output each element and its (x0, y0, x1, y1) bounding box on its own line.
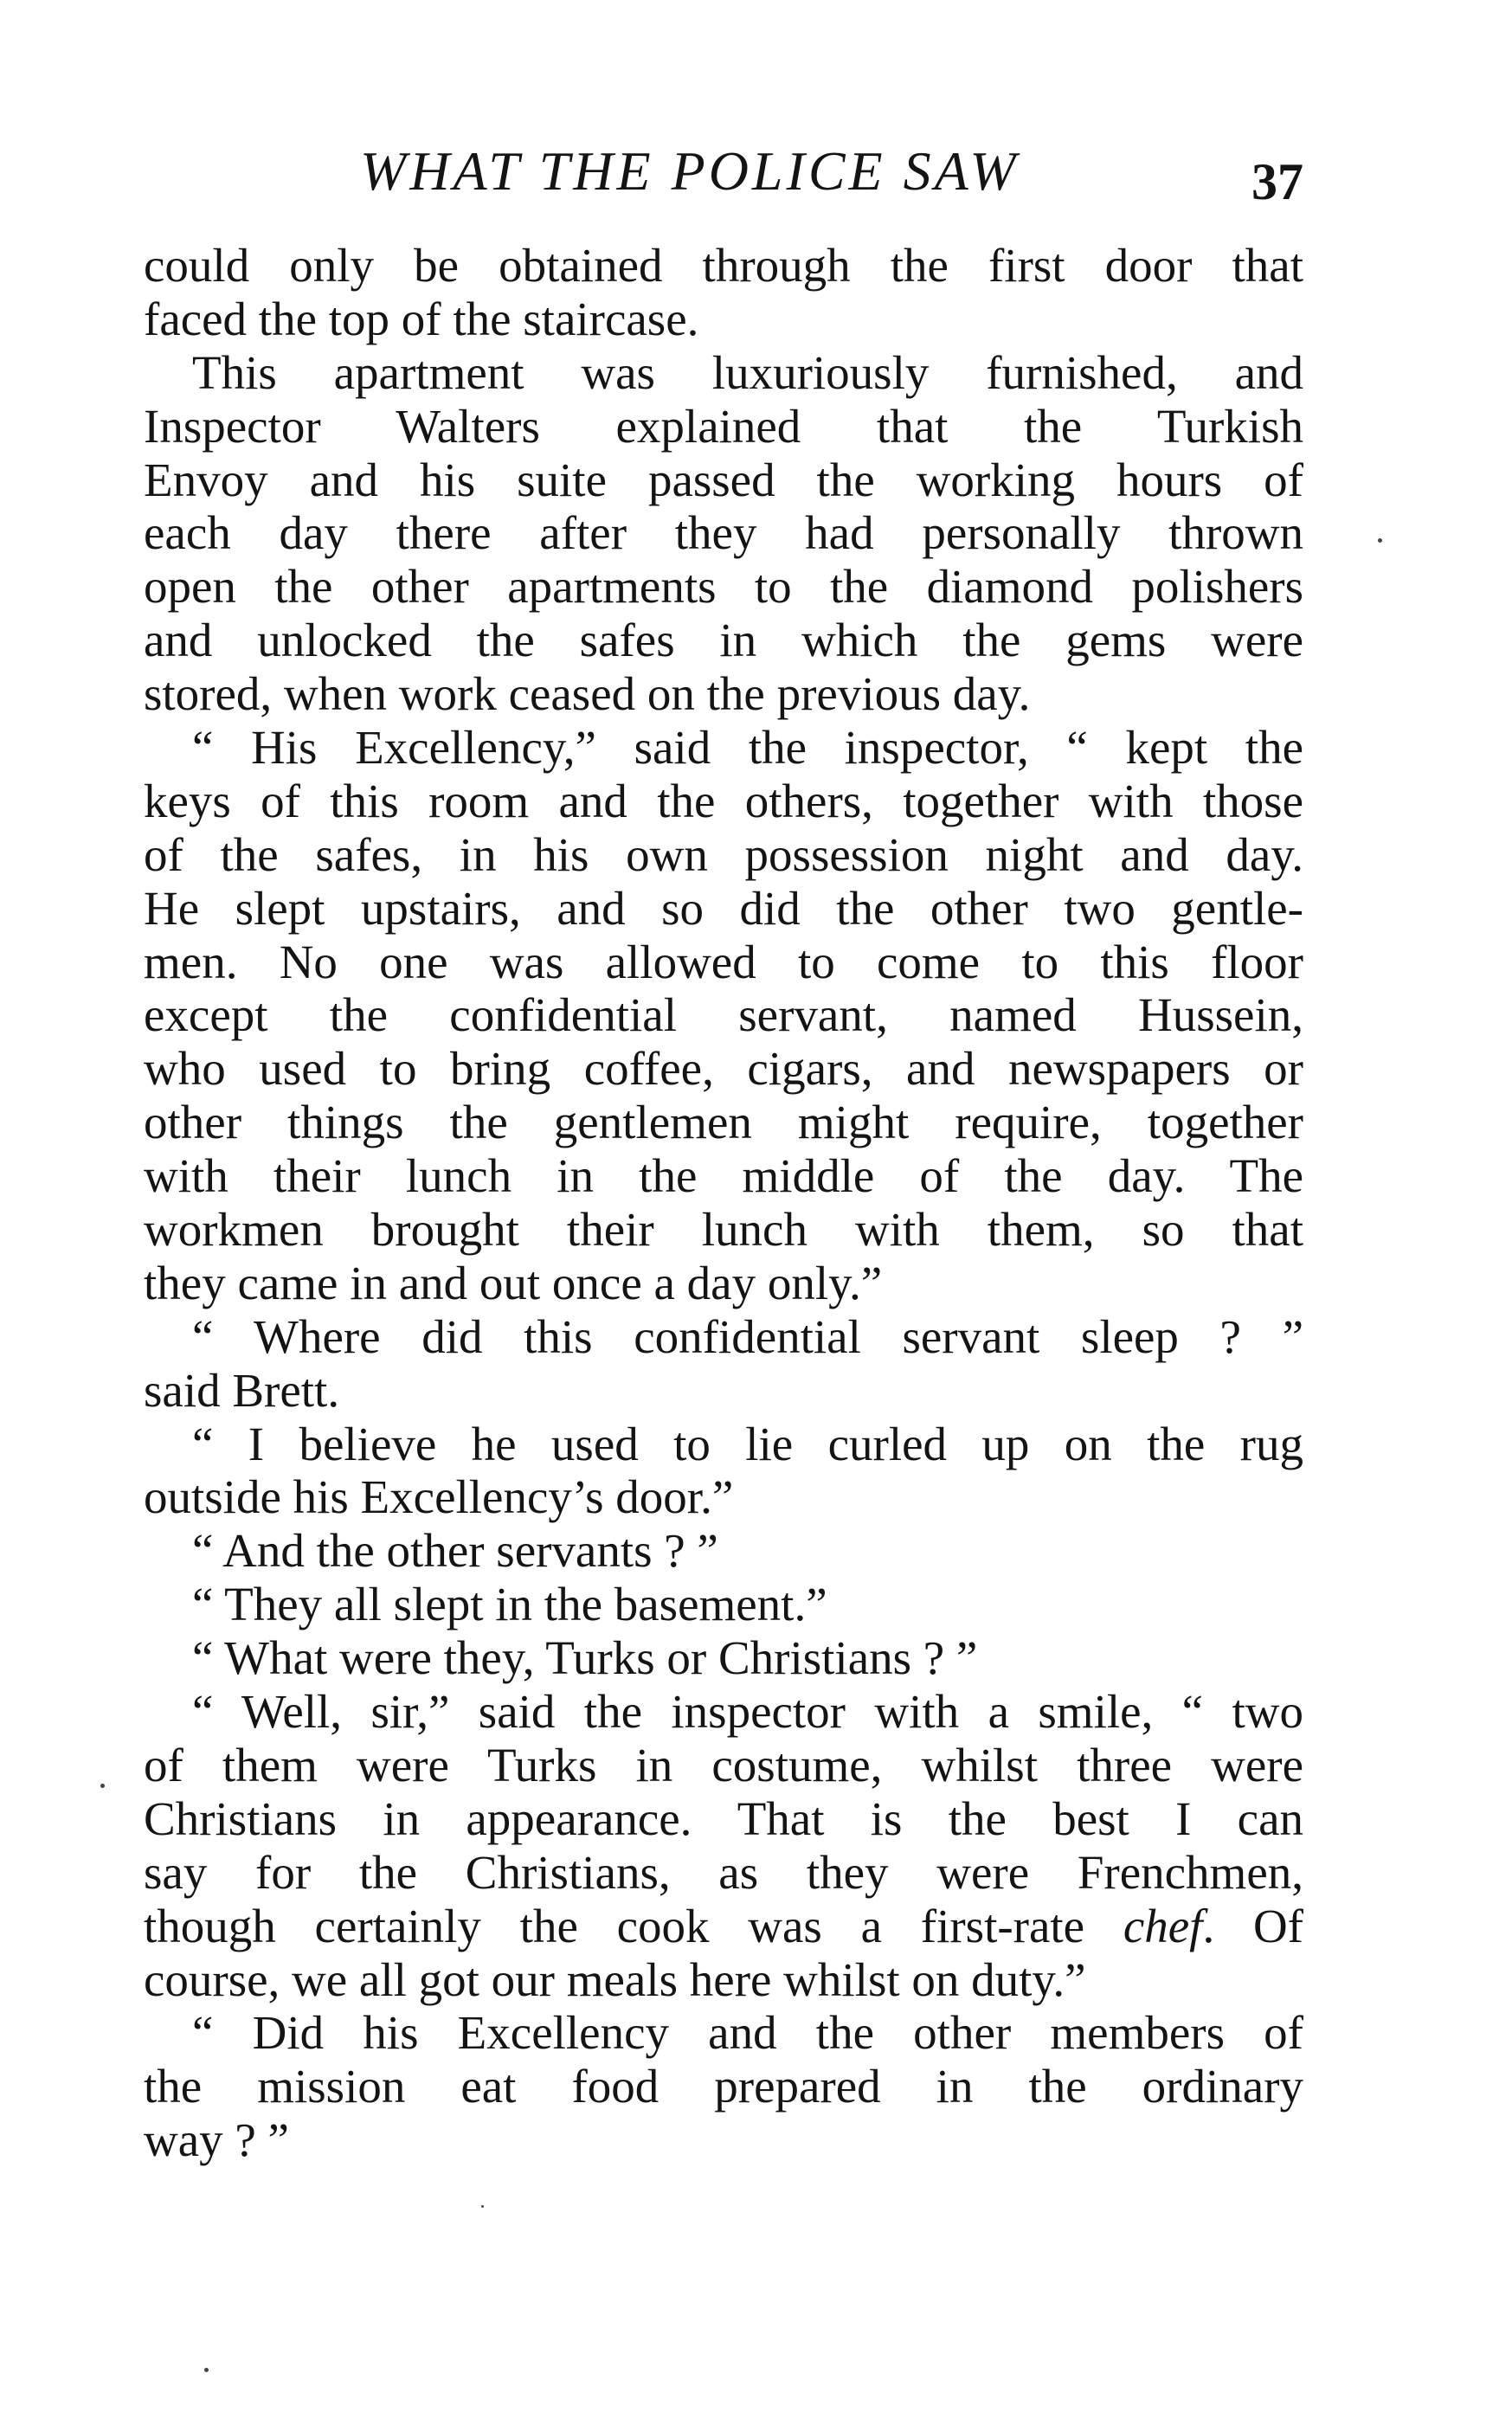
text-line: Christians in appearance. That is the best I can (144, 1791, 1303, 1845)
text-line: and unlocked the safes in which the gems were (144, 614, 1303, 667)
text-line: workmen brought their lunch with them, so that (144, 1203, 1303, 1257)
print-speck (100, 1784, 105, 1788)
text-line: faced the top of the staircase. (144, 292, 699, 345)
text-line: open the other apartments to the diamond polishers (144, 560, 1303, 614)
text-line: could only be obtained through the first door that (144, 239, 1303, 292)
text-line: Envoy and his suite passed the working hours of (144, 453, 1303, 506)
text-line: This apartment was luxuriously furnished, and (192, 345, 1303, 399)
text-line: though certainly the cook was a first-rate chef. Of (144, 1899, 1303, 1952)
text-line: say for the Christians, as they were Frenchmen, (144, 1845, 1303, 1899)
text-line: “ They all slept in the basement.” (192, 1578, 827, 1631)
text-line: “ Well, sir,” said the inspector with a smile, “ two (192, 1685, 1303, 1739)
running-title: WHAT THE POLICE SAW (360, 140, 1020, 202)
text-line: course, we all got our meals here whilst on duty.” (144, 1952, 1086, 2006)
text-line: of them were Turks in costume, whilst three were (144, 1738, 1303, 1791)
text-line: the mission eat food prepared in the ordinary (144, 2060, 1303, 2113)
body-text (144, 239, 1303, 2167)
page-number: 37 (1251, 153, 1303, 210)
text-line: way ? ” (144, 2113, 289, 2167)
text-line: stored, when work ceased on the previous day. (144, 667, 1031, 721)
print-speck (204, 2368, 209, 2372)
text-line: “ And the other servants ? ” (192, 1524, 718, 1578)
text-line: keys of this room and the others, together with those (144, 774, 1303, 827)
text-line: said Brett. (144, 1363, 340, 1417)
text-line: “ Did his Excellency and the other members of (192, 2006, 1303, 2060)
text-line: each day there after they had personally thrown (144, 506, 1303, 560)
text-line: “ I believe he used to lie curled up on the rug (192, 1417, 1303, 1470)
print-speck (481, 2205, 484, 2208)
running-head (144, 137, 1303, 210)
text-line: men. No one was allowed to come to this floor (144, 935, 1303, 988)
text-line: who used to bring coffee, cigars, and newspapers or (144, 1042, 1303, 1096)
text-line: Inspector Walters explained that the Turkish (144, 399, 1303, 453)
text-line: with their lunch in the middle of the day. The (144, 1149, 1303, 1203)
text-line: except the confidential servant, named Hussein, (144, 988, 1303, 1042)
text-line: “ His Excellency,” said the inspector, “ kept the (192, 721, 1303, 775)
italic-word: chef (1123, 1899, 1203, 1952)
print-speck (1378, 538, 1382, 543)
text-line: “ What were they, Turks or Christians ? ” (192, 1631, 978, 1685)
text-line: other things the gentlemen might require, together (144, 1096, 1303, 1149)
text-line: “ Where did this confidential servant sleep ? ” (192, 1309, 1303, 1363)
text-line: He slept upstairs, and so did the other two gentle- (144, 881, 1303, 935)
text-line: outside his Excellency’s door.” (144, 1470, 734, 1524)
text-line: they came in and out once a day only.” (144, 1256, 883, 1309)
text-line: of the safes, in his own possession night and day. (144, 827, 1303, 881)
